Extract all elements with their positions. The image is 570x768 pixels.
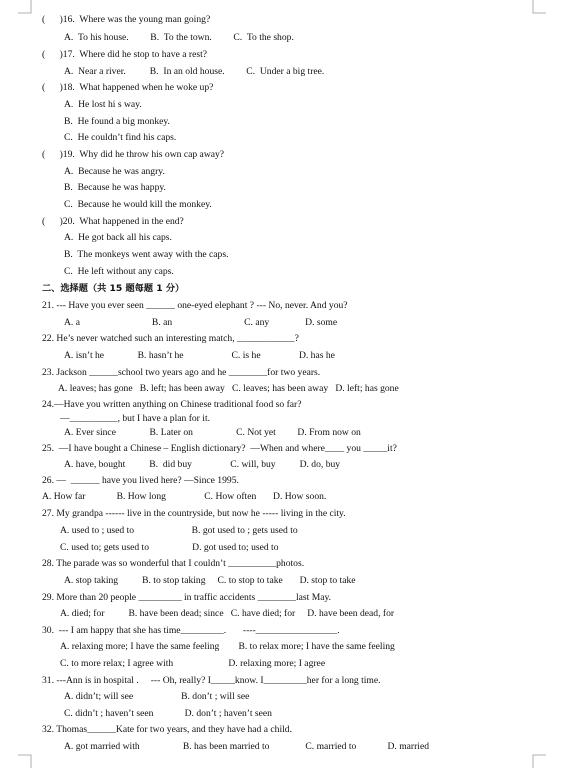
- q21-options: A. a B. an C. any D. some: [64, 317, 338, 328]
- q24-question: 24.—Have you written anything on Chinese traditional food so far?: [42, 399, 302, 410]
- q31-options-ab: A. didn’t; will see B. don’t ; will see: [64, 691, 250, 702]
- q27-question: 27. My grandpa ------ live in the countryside, but now he ----- living in the city.: [42, 508, 346, 519]
- q20-option-b: B. The monkeys went away with the caps.: [64, 249, 229, 260]
- q20-question: ( )20. What happened in the end?: [42, 216, 184, 227]
- section-heading: 二、选择题（共 15 题每题 1 分）: [42, 283, 185, 294]
- q19-question: ( )19. Why did he throw his own cap away?: [42, 149, 225, 160]
- q30-question: 30. --- I am happy that she has time_________. ----_________________.: [42, 625, 340, 636]
- crop-mark-top-left: [18, 0, 32, 14]
- q23-options: A. leaves; has gone B. left; has been away C. leaves; has been away D. left; has gone: [58, 383, 399, 394]
- q30-options-ab: A. relaxing more; I have the same feeling B. to relax more; I have the same feeling: [60, 641, 395, 652]
- q24-dialogue: —__________, but I have a plan for it.: [60, 413, 211, 424]
- q24-options: A. Ever since B. Later on C. Not yet D. From now on: [64, 427, 361, 438]
- q31-options-cd: C. didn’t ; haven’t seen D. don’t ; haven’t seen: [64, 708, 272, 719]
- q19-option-a: A. Because he was angry.: [64, 166, 165, 177]
- q25-question: 25. —I have bought a Chinese – English dictionary? —When and where____ you _____it?: [42, 443, 397, 454]
- q19-option-c: C. Because he would kill the monkey.: [64, 199, 212, 210]
- q32-options: A. got married with B. has been married to C. married to D. married: [64, 741, 430, 752]
- q32-question: 32. Thomas______Kate for two years, and they have had a child.: [42, 724, 292, 735]
- q26-options: A. How far B. How long C. How often D. How soon.: [42, 491, 327, 502]
- q18-option-a: A. He lost hi s way.: [64, 99, 142, 110]
- crop-mark-bottom-right: [532, 754, 546, 768]
- q21-question: 21. --- Have you ever seen ______ one-eyed elephant ? --- No, never. And you?: [42, 300, 348, 311]
- q18-option-b: B. He found a big monkey.: [64, 116, 170, 127]
- q19-option-b: B. Because he was happy.: [64, 182, 166, 193]
- q28-options: A. stop taking B. to stop taking C. to stop to take D. stop to take: [64, 575, 356, 586]
- q17-options: A. Near a river. B. In an old house. C. Under a big tree.: [64, 66, 325, 77]
- q25-options: A. have, bought B. did buy C. will, buy D. do, buy: [64, 459, 341, 470]
- q16-options: A. To his house. B. To the town. C. To the shop.: [64, 32, 294, 43]
- q26-question: 26. — ______ have you lived here? —Since 1995.: [42, 475, 239, 486]
- q20-option-a: A. He got back all his caps.: [64, 232, 172, 243]
- q27-options-cd: C. used to; gets used to D. got used to; used to: [60, 542, 279, 553]
- crop-mark-top-right: [532, 0, 546, 14]
- q29-options: A. died; for B. have been dead; since C. have died; for D. have been dead, for: [60, 608, 395, 619]
- q18-question: ( )18. What happened when he woke up?: [42, 82, 214, 93]
- q29-question: 29. More than 20 people _________ in traffic accidents ________last May.: [42, 592, 332, 603]
- q16-question: ( )16. Where was the young man going?: [42, 14, 211, 25]
- q27-options-ab: A. used to ; used to B. got used to ; gets used to: [60, 525, 298, 536]
- q17-question: ( )17. Where did he stop to have a rest?: [42, 49, 207, 60]
- q18-option-c: C. He couldn’t find his caps.: [64, 132, 177, 143]
- q23-question: 23. Jackson ______school two years ago and he ________for two years.: [42, 367, 321, 378]
- q31-question: 31. ---Ann is in hospital . --- Oh, really? I_____know. I_________her for a long time.: [42, 675, 381, 686]
- crop-mark-bottom-left: [18, 754, 32, 768]
- q20-option-c: C. He left without any caps.: [64, 266, 174, 277]
- q22-options: A. isn’t he B. hasn’t he C. is he D. has he: [64, 350, 335, 361]
- q28-question: 28. The parade was so wonderful that I couldn’t __________photos.: [42, 558, 305, 569]
- q30-options-cd: C. to more relax; I agree with D. relaxing more; I agree: [60, 658, 326, 669]
- q22-question: 22. He’s never watched such an interesting match, ____________?: [42, 333, 299, 344]
